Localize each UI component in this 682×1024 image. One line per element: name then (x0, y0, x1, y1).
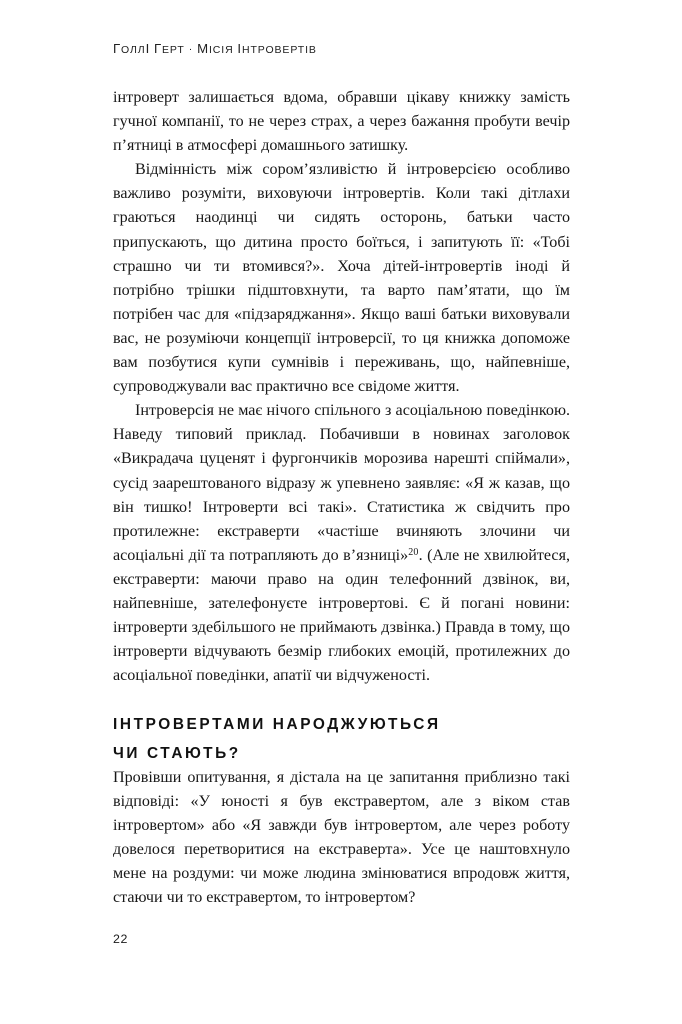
page-number: 22 (113, 932, 128, 946)
section-heading-line-1: ІНТРОВЕРТАМИ НАРОДЖУЮТЬСЯ (113, 715, 441, 733)
footnote-reference-20[interactable]: 20 (408, 547, 419, 558)
paragraph-shyness-vs-introversion: Відмінність між сором’язливістю й інтроверсією особливо важливо розуміти, виховуючи інтровертів. Коли такі дітлахи граються наодинці чи сидять осторонь, батьки часто припускають, що дитина просто боїться, і запитують її: «Тобі страшно чи ти втомився?». Хоча дітей-інтровертів іноді й потрібно трішки підштовхнути, та варто пам’ятати, що їм потрібен час для «підзаряджання». Якщо ваші батьки виховували вас, не розуміючи концепції інтроверсії, то ця книжка допоможе вам позбутися купи сумнівів і переживань, що, найпевніше, супроводжували вас практично все свідоме життя. (113, 161, 570, 396)
paragraph-antisocial-behaviour (113, 399, 570, 688)
running-head-title: МІСІЯ ІНТРОВЕРТІВ (197, 41, 317, 56)
paragraph-continued: інтроверт залишається вдома, обравши цікаву книжку замість гучної компанії, то не через страх, а через бажання пробути вечір п’ятниці в атмосфері домашнього затишку. (113, 89, 570, 155)
closing-text-block (113, 766, 570, 911)
running-head-separator: · (188, 43, 194, 55)
paragraph-antisocial-text-a: Інтроверсія не має нічого спільного з асоціальною поведінкою. Наведу типовий приклад. Побачивши в новинах заголовок «Викрадача цуценят і фургончиків морозива нарешті спіймали», сусід заарештованого відразу ж упевнено заявляє: «Я ж казав, що він тишко! Інтроверти всі такі». Статистика ж свідчить про протилежне: екстраверти «частіше вчиняють злочини чи асоціальні дії та потрапляють до в’язниці» (113, 402, 570, 564)
paragraph-survey: Провівши опитування, я дістала на це запитання приблизно такі відповіді: «У юності я був екстравертом, але з віком став інтровертом» або «Я завжди був інтровертом, але через роботу довелося перетворитися на екстраверта». Усе це наштовхнуло мене на роздуми: чи може людина змінюватися впродовж життя, стаючи чи то екстравертом, то інтровертом? (113, 769, 570, 907)
section-heading-line-2: ЧИ СТАЮТЬ? (113, 744, 241, 762)
section-heading (113, 710, 573, 768)
running-head-author: ГОЛЛІ ГЕРТ (113, 41, 185, 56)
paragraph-antisocial-text-b: . (Але не хвилюйтеся, екстраверти: маючи право на один телефонний дзвінок, ви, найпевніше, зателефонуєте інтровертові. Є й погані новини: інтроверти здебільшого не приймають дзвінка.) Правда в тому, що інтроверти відчувають безмір глибоких емоцій, протилежних до асоціальної поведінки, апатії чи відчуженості. (113, 546, 570, 685)
main-text-block (113, 86, 570, 688)
running-head (113, 41, 573, 56)
